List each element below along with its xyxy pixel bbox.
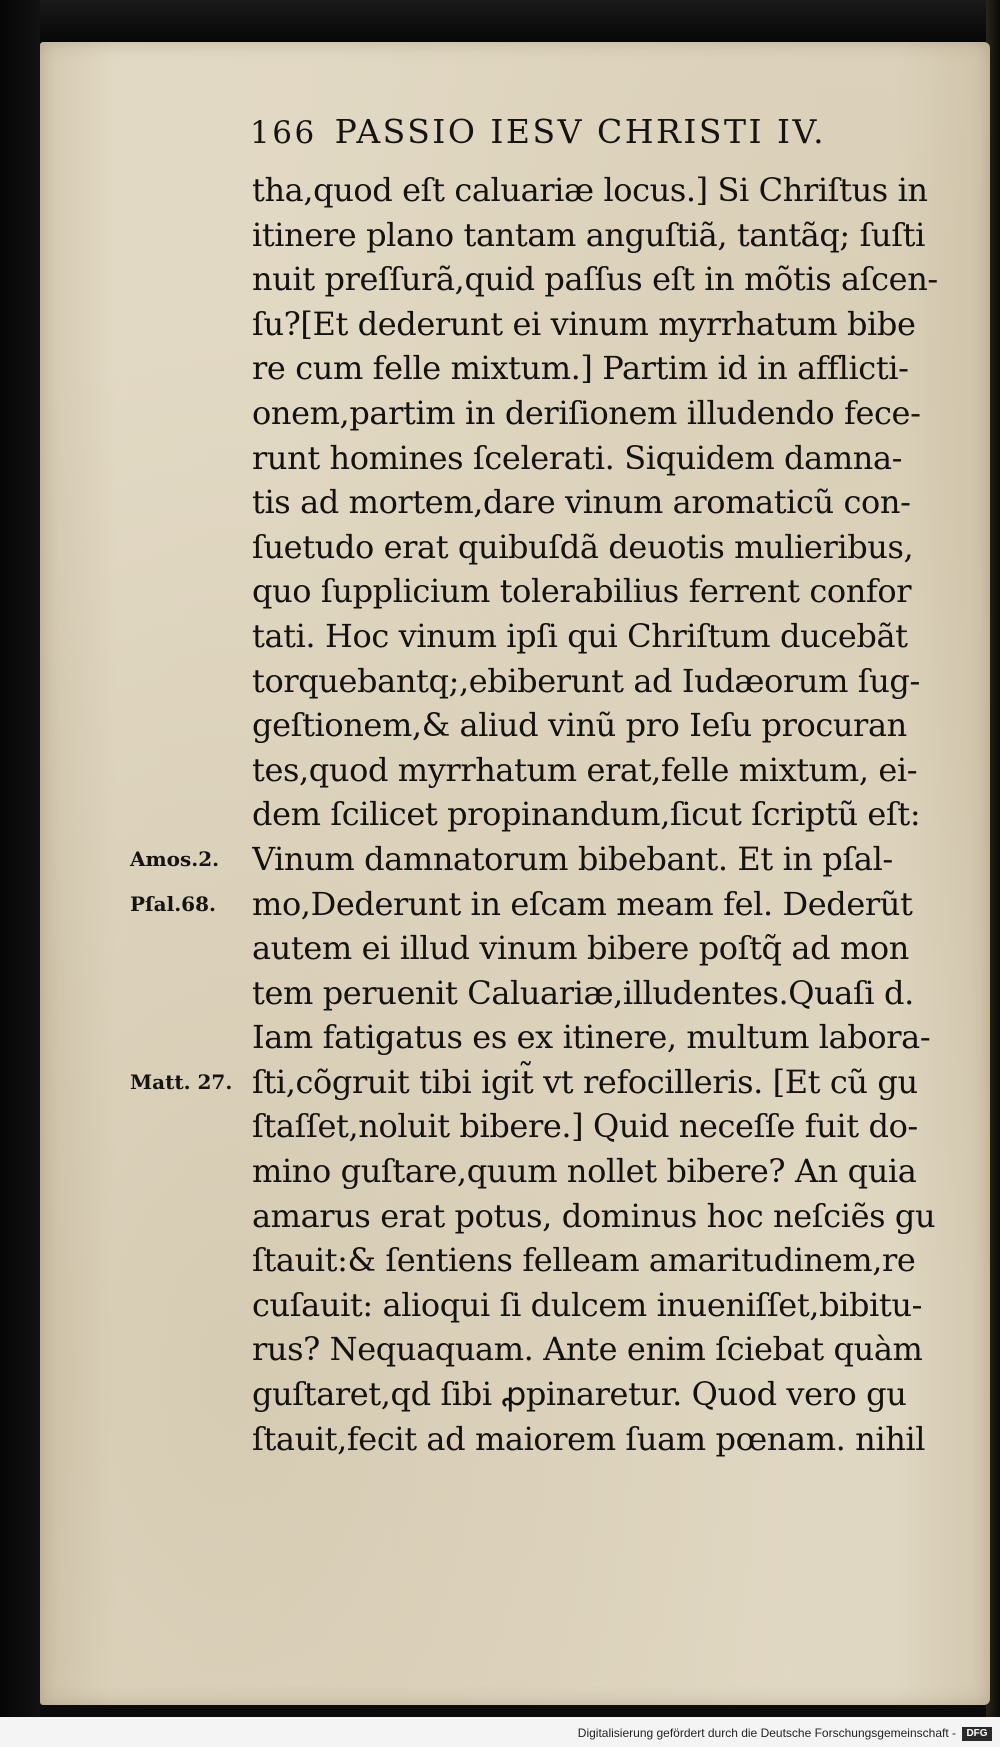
text-line: quo ſupplicium tolerabilius ferrent confor xyxy=(252,572,912,611)
text-line: tati. Hoc vinum ipſi qui Chriſtum ducebãt xyxy=(252,616,908,655)
text-line: torquebantq;,ebiberunt ad Iudæorum ſug- xyxy=(252,661,920,700)
text-line: itinere plano tantam anguſtiã, tantãq; ſuſti xyxy=(252,215,925,254)
text-line: cuſauit: alioqui ſi dulcem inueniſſet,bibitu- xyxy=(252,1285,922,1324)
text-line: ſtauit,fecit ad maiorem ſuam pœnam. nihil xyxy=(252,1419,926,1458)
text-line: re cum felle mixtum.] Partim id in afflicti- xyxy=(252,349,909,388)
text-line: ſu?[Et dederunt ei vinum myrrhatum bibe xyxy=(252,304,916,343)
text-line: autem ei illud vinum bibere poſtq̃ ad mon xyxy=(252,929,909,968)
text-line: tha,quod eſt caluariæ locus.] Si Chriſtus in xyxy=(252,171,928,209)
margin-note: Pſal.68. xyxy=(130,891,216,916)
text-line: mo,Dederunt in eſcam meam fel. Dederũt xyxy=(252,884,913,923)
dfg-logo: DFG xyxy=(962,1727,992,1741)
text-line: ſti,cõgruit tibi igit̃ vt refocilleris. [Et cũ gu xyxy=(252,1062,918,1101)
text-line: ſtaſſet,noluit bibere.] Quid neceſſe fuit do- xyxy=(252,1107,918,1146)
text-line: Vinum damnatorum bibebant. Et in pſal- xyxy=(252,839,893,878)
scan-top-edge xyxy=(0,0,1000,44)
margin-note: Matt. 27. xyxy=(130,1070,233,1094)
scan-left-edge xyxy=(0,0,40,1747)
text-line: tes,quod myrrhatum erat,felle mixtum, ei- xyxy=(252,750,918,789)
text-line: mino guſtare,quum nollet bibere? An quia xyxy=(252,1152,917,1191)
running-head xyxy=(250,112,826,151)
page-number: 166 xyxy=(250,115,317,151)
text-line: amarus erat potus, dominus hoc neſciẽs gu xyxy=(252,1196,936,1235)
text-line: tis ad mortem,dare vinum aromaticũ con- xyxy=(252,483,911,522)
text-line: Iam fatigatus es ex itinere, multum labora- xyxy=(252,1018,931,1057)
body-text xyxy=(252,168,942,1461)
running-head-title: PASSIO IESV CHRISTI IV. xyxy=(334,112,827,151)
margin-note: Amos.2. xyxy=(130,847,220,871)
text-line: geſtionem,& aliud vinũ pro Ieſu procuran xyxy=(252,706,907,745)
text-line: nuit preſſurã,quid paſſus eſt in mõtis aſcen- xyxy=(252,260,938,299)
footer-strip xyxy=(0,1717,1000,1747)
text-line: onem,partim in deriſionem illudendo fece- xyxy=(252,393,921,432)
text-line: tem peruenit Caluariæ,illudentes.Quaſi d. xyxy=(252,973,914,1012)
text-line: guſtaret,qd ſibi ꝓpinaretur. Quod vero gu xyxy=(252,1375,907,1414)
text-line: dem ſcilicet propinandum,ſicut ſcriptũ eſt: xyxy=(252,795,921,834)
digitization-credit: Digitalisierung gefördert durch die Deutsche Forschungsgemeinschaft - xyxy=(577,1726,956,1740)
text-line: ſuetudo erat quibuſdã deuotis mulieribus, xyxy=(252,527,914,566)
text-line: ſtauit:& ſentiens felleam amaritudinem,re xyxy=(252,1241,916,1280)
text-line: rus? Nequaquam. Ante enim ſciebat quàm xyxy=(252,1330,923,1369)
text-line: runt homines ſcelerati. Siquidem damna- xyxy=(252,438,903,477)
